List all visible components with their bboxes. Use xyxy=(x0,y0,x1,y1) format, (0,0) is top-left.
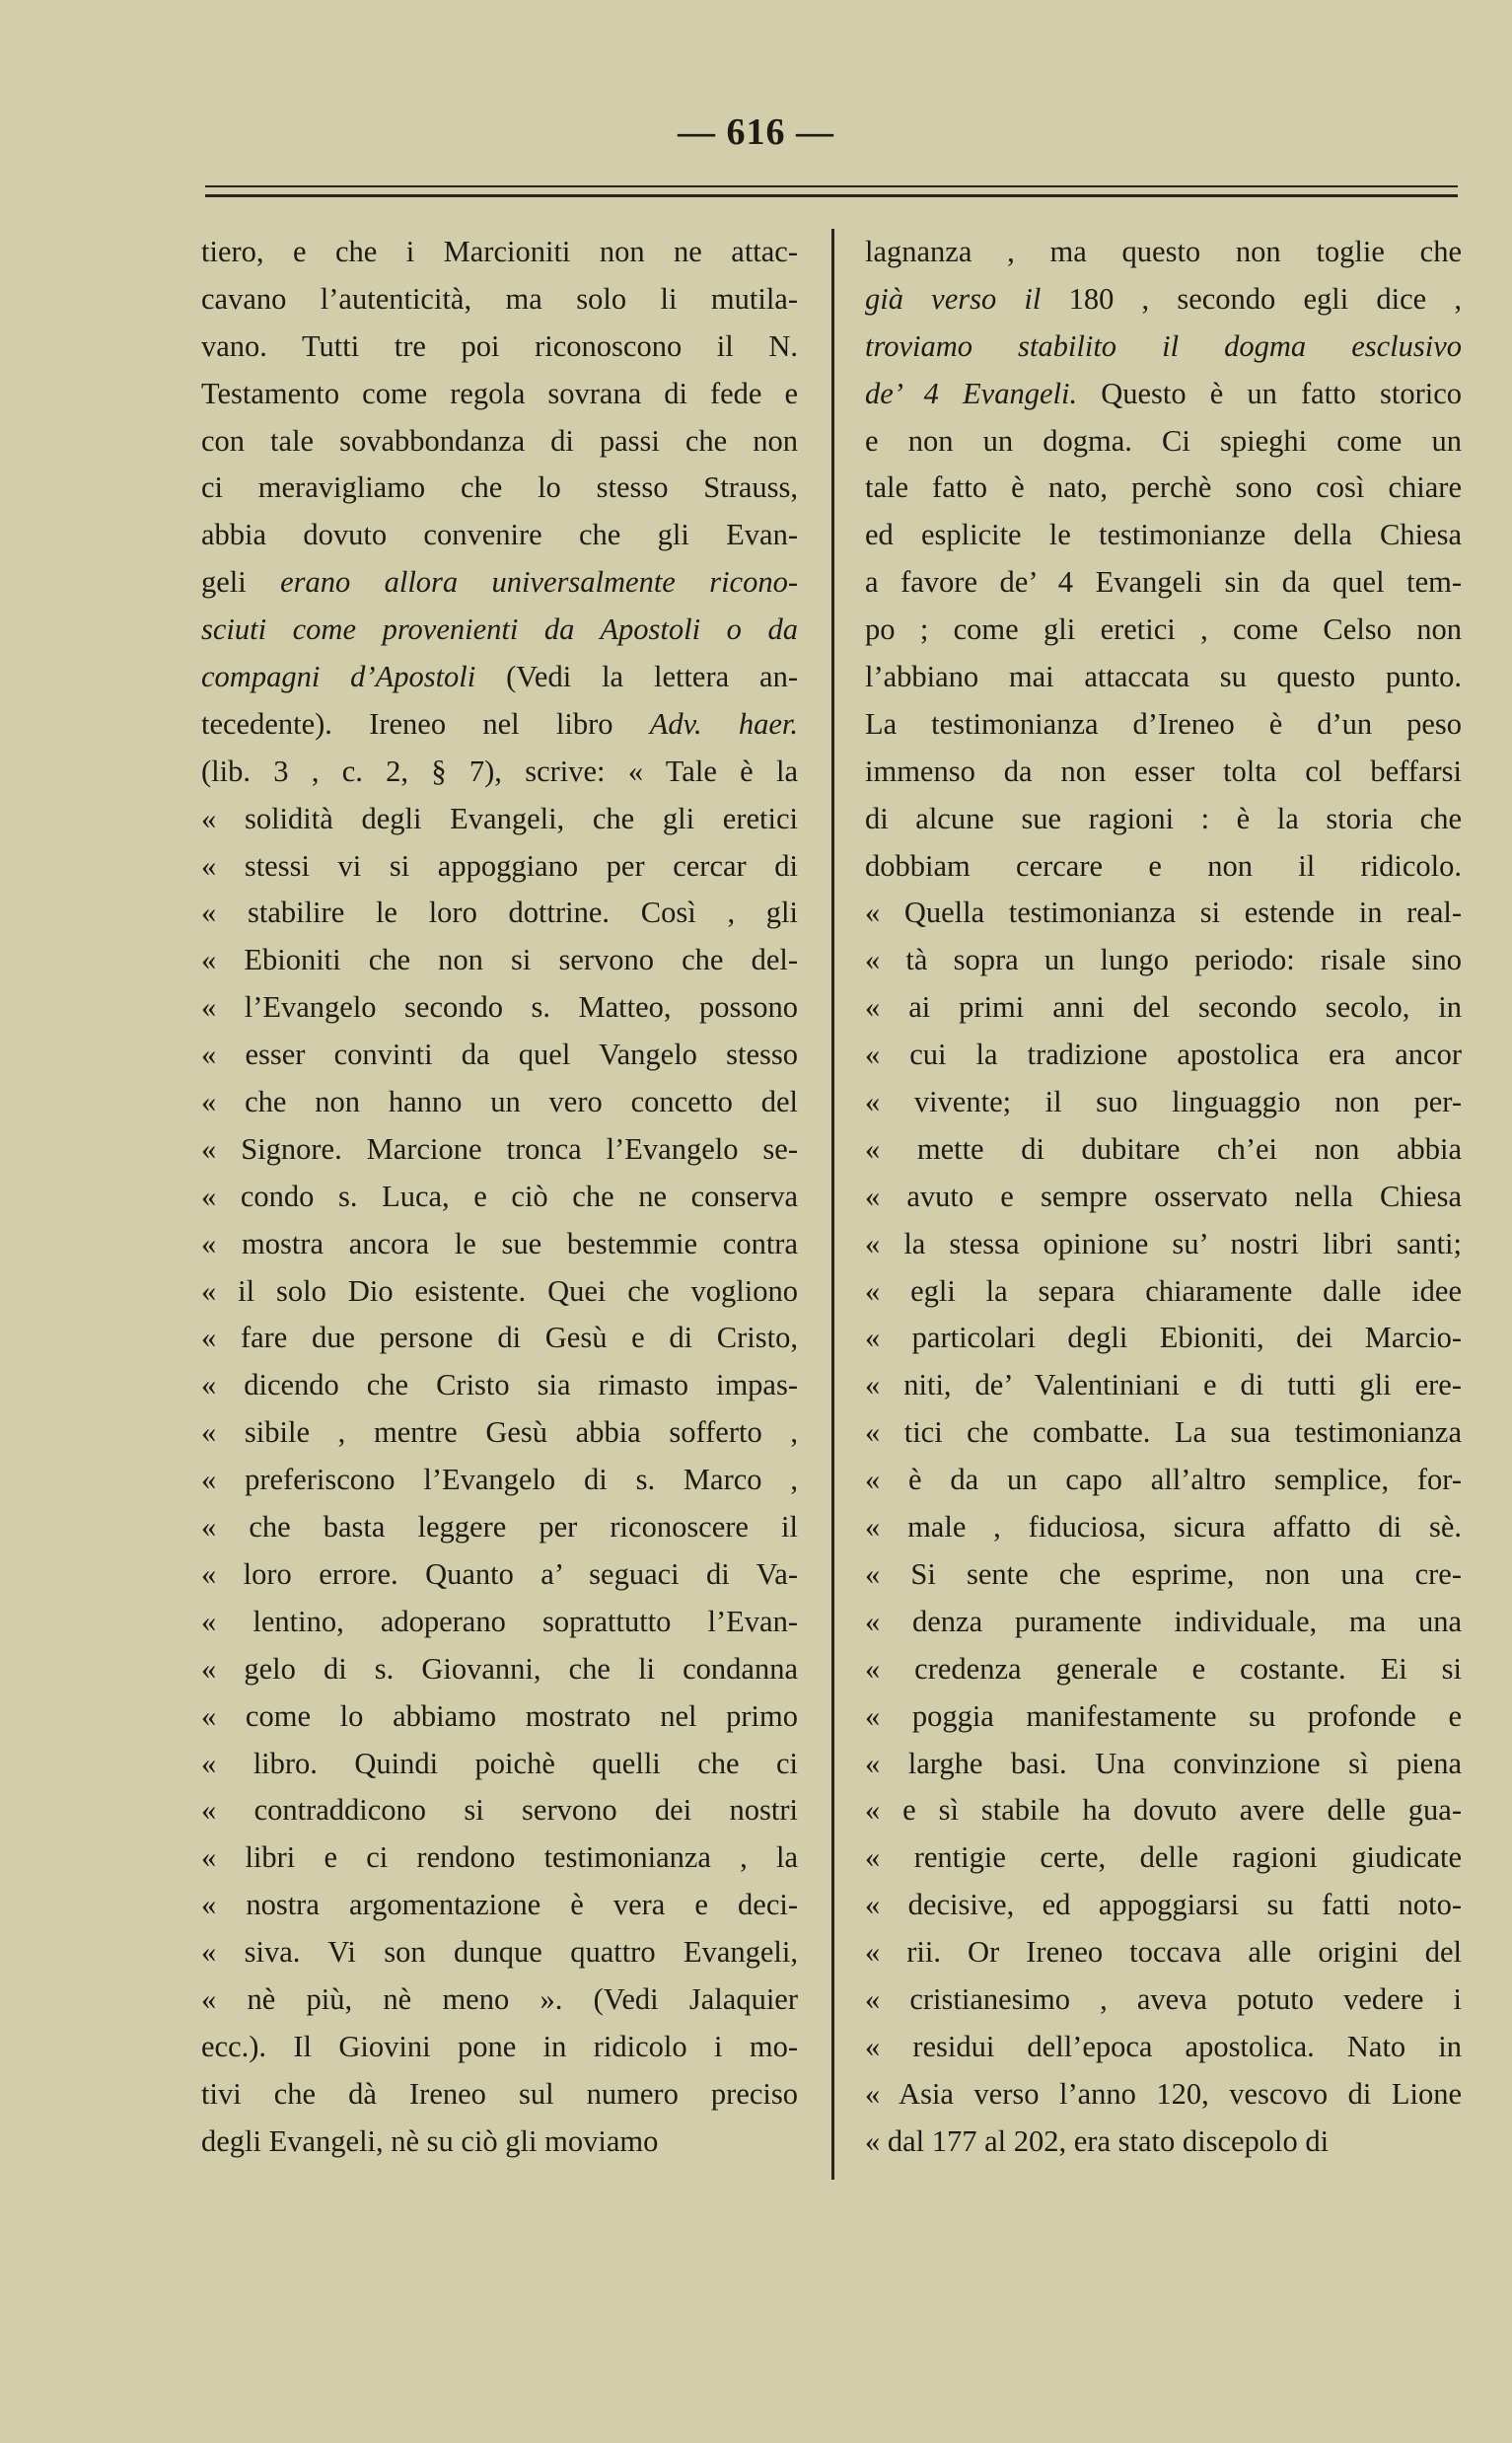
text-segment: « loro errore. Quanto a’ seguaci di Va- xyxy=(201,1556,798,1591)
text-segment: « Asia verso l’anno 120, vescovo di Lione xyxy=(865,2076,1462,2111)
text-line xyxy=(865,1646,1462,1693)
text-line xyxy=(865,2071,1462,2119)
italic-text: erano allora universalmente ricono- xyxy=(280,565,798,600)
text-line xyxy=(201,276,798,323)
text-segment: « fare due persone di Gesù e di Cristo, xyxy=(201,1321,798,1355)
text-line xyxy=(865,276,1462,323)
text-segment: « dal 177 al 202, era stato discepolo di xyxy=(865,2123,1330,2158)
text-line xyxy=(201,1315,798,1362)
text-line xyxy=(865,1079,1462,1126)
text-line xyxy=(865,1032,1462,1079)
text-line xyxy=(865,465,1462,512)
text-segment: di alcune sue ragioni : è la storia che xyxy=(865,801,1462,835)
text-line xyxy=(865,371,1462,418)
text-segment: « nostra argomentazione è vera e deci- xyxy=(201,1888,798,1922)
text-line xyxy=(201,371,798,418)
text-line xyxy=(865,1929,1462,1976)
text-line xyxy=(865,1174,1462,1221)
text-line xyxy=(201,512,798,559)
text-segment: « decisive, ed appoggiarsi su fatti noto- xyxy=(865,1888,1462,1922)
text-segment: « la stessa opinione su’ nostri libri santi; xyxy=(865,1226,1462,1260)
text-line xyxy=(201,607,798,654)
text-line xyxy=(201,2119,798,2166)
text-line xyxy=(865,1551,1462,1599)
text-line xyxy=(201,1976,798,2024)
text-segment: po ; come gli eretici , come Celso non xyxy=(865,612,1462,647)
text-segment: geli xyxy=(201,565,281,600)
text-segment: immenso da non esser tolta col beffarsi xyxy=(865,754,1462,788)
text-line xyxy=(201,229,798,276)
text-line xyxy=(201,2024,798,2071)
text-segment: « particolari degli Ebioniti, dei Marcio- xyxy=(865,1321,1462,1355)
italic-text: già verso il xyxy=(865,281,1042,316)
text-line xyxy=(201,984,798,1032)
text-line xyxy=(865,1409,1462,1457)
text-segment: « vivente; il suo linguaggio non per- xyxy=(865,1085,1462,1119)
text-line xyxy=(201,1693,798,1741)
text-segment: « come lo abbiamo mostrato nel primo xyxy=(201,1698,798,1733)
text-segment: « sibile , mentre Gesù abbia sofferto , xyxy=(201,1415,798,1450)
text-line xyxy=(865,1504,1462,1551)
text-segment: tiero, e che i Marcioniti non ne attac- xyxy=(201,235,798,268)
text-segment: « mostra ancora le sue bestemmie contra xyxy=(201,1226,798,1260)
page-number: — 616 — xyxy=(678,111,834,153)
text-segment: tecedente). Ireneo nel libro xyxy=(201,706,650,741)
text-line xyxy=(865,1126,1462,1174)
text-line xyxy=(201,1929,798,1976)
text-line xyxy=(865,1221,1462,1268)
text-line xyxy=(201,1882,798,1929)
text-segment: « egli la separa chiaramente dalle idee xyxy=(865,1273,1462,1308)
text-line xyxy=(865,1362,1462,1409)
text-segment: « stessi vi si appoggiano per cercar di xyxy=(201,848,798,883)
italic-text: de’ 4 Evangeli. xyxy=(865,376,1078,410)
text-segment: « cui la tradizione apostolica era ancor xyxy=(865,1038,1462,1072)
header-rule xyxy=(205,185,1458,197)
text-line xyxy=(201,1079,798,1126)
text-line xyxy=(201,1741,798,1788)
text-segment: « male , fiduciosa, sicura affatto di sè. xyxy=(865,1510,1462,1545)
text-line xyxy=(865,984,1462,1032)
left-column xyxy=(201,229,798,2166)
text-segment: « Signore. Marcione tronca l’Evangelo se- xyxy=(201,1131,798,1166)
text-segment: « denza puramente individuale, ma una xyxy=(865,1604,1462,1638)
text-segment: « è da un capo all’altro semplice, for- xyxy=(865,1463,1462,1497)
text-segment: « nè più, nè meno ». (Vedi Jalaquier xyxy=(201,1981,798,2016)
text-line xyxy=(201,559,798,607)
text-segment: La testimonianza d’Ireneo è d’un peso xyxy=(865,706,1462,741)
text-segment: « rii. Or Ireneo toccava alle origini del xyxy=(865,1935,1462,1970)
text-line xyxy=(865,1315,1462,1362)
text-segment: « niti, de’ Valentiniani e di tutti gli ere- xyxy=(865,1368,1462,1402)
text-line xyxy=(865,1834,1462,1882)
text-segment: ed esplicite le testimonianze della Chiesa xyxy=(865,518,1462,552)
text-segment: tale fatto è nato, perchè sono così chiare xyxy=(865,470,1462,505)
text-line xyxy=(865,890,1462,937)
text-line xyxy=(201,418,798,466)
text-segment: « libro. Quindi poichè quelli che ci xyxy=(201,1746,798,1780)
column-separator xyxy=(831,229,834,2180)
text-segment: « larghe basi. Una convinzione sì piena xyxy=(865,1746,1462,1780)
text-segment: « residui dell’epoca apostolica. Nato in xyxy=(865,2029,1462,2063)
text-segment: « cristianesimo , aveva potuto vedere i xyxy=(865,1981,1462,2016)
text-line xyxy=(201,1834,798,1882)
text-line xyxy=(201,323,798,371)
text-line xyxy=(201,1032,798,1079)
italic-text: compagni d’Apostoli xyxy=(201,660,476,694)
text-segment: « tà sopra un lungo periodo: risale sino xyxy=(865,943,1462,977)
text-line xyxy=(201,1551,798,1599)
text-segment: « avuto e sempre osservato nella Chiesa xyxy=(865,1179,1462,1213)
text-line xyxy=(201,701,798,749)
text-segment: « credenza generale e costante. Ei si xyxy=(865,1651,1462,1686)
text-segment: con tale sovabbondanza di passi che non xyxy=(201,423,798,458)
text-line xyxy=(865,559,1462,607)
text-segment: « condo s. Luca, e ciò che ne conserva xyxy=(201,1179,798,1213)
text-segment: « tici che combatte. La sua testimonianza xyxy=(865,1415,1462,1450)
text-segment: tivi che dà Ireneo sul numero preciso xyxy=(201,2076,798,2111)
text-segment: « dicendo che Cristo sia rimasto impas- xyxy=(201,1368,798,1402)
text-segment: 180 , secondo egli dice , xyxy=(1041,281,1462,316)
text-segment: « Ebioniti che non si servono che del- xyxy=(201,943,798,977)
text-segment: a favore de’ 4 Evangeli sin da quel tem- xyxy=(865,565,1462,600)
text-line xyxy=(865,654,1462,701)
text-line xyxy=(865,512,1462,559)
text-line xyxy=(201,890,798,937)
text-line xyxy=(865,607,1462,654)
text-line xyxy=(201,1457,798,1504)
text-segment: « poggia manifestamente su profonde e xyxy=(865,1698,1462,1733)
text-line xyxy=(201,843,798,891)
text-line xyxy=(865,323,1462,371)
text-line xyxy=(865,2119,1462,2166)
text-segment: « Si sente che esprime, non una cre- xyxy=(865,1556,1462,1591)
text-line xyxy=(865,1976,1462,2024)
italic-text: troviamo stabilito il dogma esclusivo xyxy=(865,328,1462,363)
text-segment: « l’Evangelo secondo s. Matteo, possono xyxy=(201,990,798,1025)
text-line xyxy=(201,796,798,843)
text-segment: ecc.). Il Giovini pone in ridicolo i mo- xyxy=(201,2029,798,2063)
text-line xyxy=(865,796,1462,843)
text-segment: « esser convinti da quel Vangelo stesso xyxy=(201,1038,798,1072)
text-segment: l’abbiano mai attaccata su questo punto. xyxy=(865,660,1462,694)
text-segment: « che basta leggere per riconoscere il xyxy=(201,1510,798,1545)
text-segment: « rentigie certe, delle ragioni giudicate xyxy=(865,1840,1462,1875)
text-segment: cavano l’autenticità, ma solo li mutila- xyxy=(201,281,798,316)
text-line xyxy=(865,749,1462,796)
text-line xyxy=(865,418,1462,466)
text-line xyxy=(865,1882,1462,1929)
text-line xyxy=(201,1787,798,1834)
text-segment: « Quella testimonianza si estende in real- xyxy=(865,896,1462,930)
text-segment: « e sì stabile ha dovuto avere delle gua- xyxy=(865,1793,1462,1828)
text-line xyxy=(865,937,1462,984)
italic-text: Adv. haer. xyxy=(649,706,798,741)
text-line xyxy=(201,1126,798,1174)
text-line xyxy=(201,1409,798,1457)
text-segment: « mette di dubitare ch’ei non abbia xyxy=(865,1131,1462,1166)
text-line xyxy=(865,1787,1462,1834)
text-segment: « che non hanno un vero concetto del xyxy=(201,1085,798,1119)
text-line xyxy=(865,229,1462,276)
text-segment: « il solo Dio esistente. Quei che vogliono xyxy=(201,1273,798,1308)
text-line xyxy=(201,937,798,984)
text-segment: « preferiscono l’Evangelo di s. Marco , xyxy=(201,1463,798,1497)
text-line xyxy=(201,1268,798,1316)
text-line xyxy=(201,1504,798,1551)
text-segment: (lib. 3 , c. 2, § 7), scrive: « Tale è la xyxy=(201,754,798,788)
text-line xyxy=(201,1646,798,1693)
right-column xyxy=(865,229,1462,2166)
text-line xyxy=(201,1174,798,1221)
text-line xyxy=(201,1362,798,1409)
text-segment: « solidità degli Evangeli, che gli eretici xyxy=(201,801,798,835)
text-segment: dobbiam cercare e non il ridicolo. xyxy=(865,848,1462,883)
text-segment: Testamento come regola sovrana di fede e xyxy=(201,376,798,410)
text-segment: « libri e ci rendono testimonianza , la xyxy=(201,1840,798,1875)
italic-text: sciuti come provenienti da Apostoli o da xyxy=(201,612,798,647)
text-line xyxy=(865,2024,1462,2071)
text-line xyxy=(201,2071,798,2119)
text-line xyxy=(865,1457,1462,1504)
text-segment: « ai primi anni del secondo secolo, in xyxy=(865,990,1462,1025)
text-line xyxy=(201,749,798,796)
text-segment: lagnanza , ma questo non toglie che xyxy=(865,235,1462,268)
text-segment: degli Evangeli, nè su ciò gli moviamo xyxy=(201,2123,659,2158)
text-segment: vano. Tutti tre poi riconoscono il N. xyxy=(201,328,798,363)
text-segment: abbia dovuto convenire che gli Evan- xyxy=(201,518,798,552)
text-line xyxy=(865,1599,1462,1646)
text-segment: « siva. Vi son dunque quattro Evangeli, xyxy=(201,1935,798,1970)
text-segment: ci meravigliamo che lo stesso Strauss, xyxy=(201,470,798,505)
text-line xyxy=(865,1268,1462,1316)
text-line xyxy=(201,1221,798,1268)
text-line xyxy=(865,1693,1462,1741)
text-segment: « contraddicono si servono dei nostri xyxy=(201,1793,798,1828)
text-segment: « stabilire le loro dottrine. Così , gli xyxy=(201,896,798,930)
text-segment: « lentino, adoperano soprattutto l’Evan- xyxy=(201,1604,798,1638)
text-line xyxy=(201,1599,798,1646)
text-line xyxy=(865,701,1462,749)
text-segment: « gelo di s. Giovanni, che li condanna xyxy=(201,1651,798,1686)
text-segment: e non un dogma. Ci spieghi come un xyxy=(865,423,1462,458)
text-segment: (Vedi la lettera an- xyxy=(475,660,798,694)
text-line xyxy=(865,1741,1462,1788)
text-segment: Questo è un fatto storico xyxy=(1077,376,1462,410)
text-line xyxy=(201,654,798,701)
text-line xyxy=(201,465,798,512)
text-line xyxy=(865,843,1462,891)
